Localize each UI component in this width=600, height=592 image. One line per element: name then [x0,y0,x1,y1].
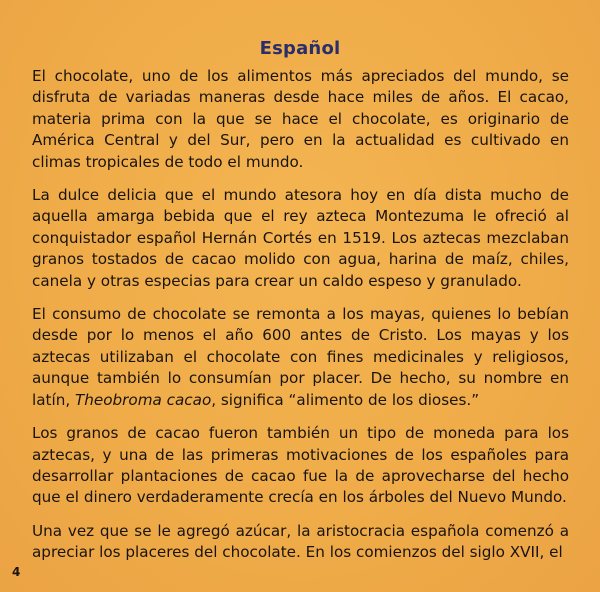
paragraph-1: El chocolate, uno de los alimentos más apreciados del mundo, se disfruta de variadas maneras desde hace miles de años. El cacao, materia prima con la que se hace el chocolate, es originario de América Central y del Sur, pero en la actualidad es cultivado en climas tropicales de todo el mundo. [32,67,569,171]
body-text [32,66,569,576]
paragraph-3-text-after: , significa “alimento de los dioses.” [211,390,480,409]
paragraph-2: La dulce delicia que el mundo atesora hoy en día dista mucho de aquella amarga bebida que el rey azteca Montezuma le ofreció al conquistador español Hernán Cortés en 1519. Los aztecas mezclaban granos tostados de cacao molido con agua, harina de maíz, chiles, canela y otras especias para crear un caldo espeso y granulado. [32,186,569,290]
paragraph-4: Los granos de cacao fueron también un tipo de moneda para los aztecas, y una de las primeras motivaciones de los españoles para desarrollar plantaciones de cacao fue la de aprovecharse del hecho que el dinero verdaderamente crecía en los árboles del Nuevo Mundo. [32,424,569,507]
scientific-name: Theobroma cacao [74,390,212,409]
page-number: 4 [12,565,21,579]
paragraph-3-text-before: El consumo de chocolate se remonta a los mayas, quienes lo bebían desde por lo menos el año 600 antes de Cristo. Los mayas y los aztecas utilizaban el chocolate con fines medicinales y religiosos, aunque también lo consumían por placer. De hecho, su nombre en latín, [32,305,569,409]
section-heading: Español [259,38,341,59]
paragraph-5: Una vez que se le agregó azúcar, la aristocracia española comenzó a apreciar los placeres del chocolate. En los comienzos del siglo XVII, el [32,521,569,562]
paragraph-3 [32,304,569,411]
